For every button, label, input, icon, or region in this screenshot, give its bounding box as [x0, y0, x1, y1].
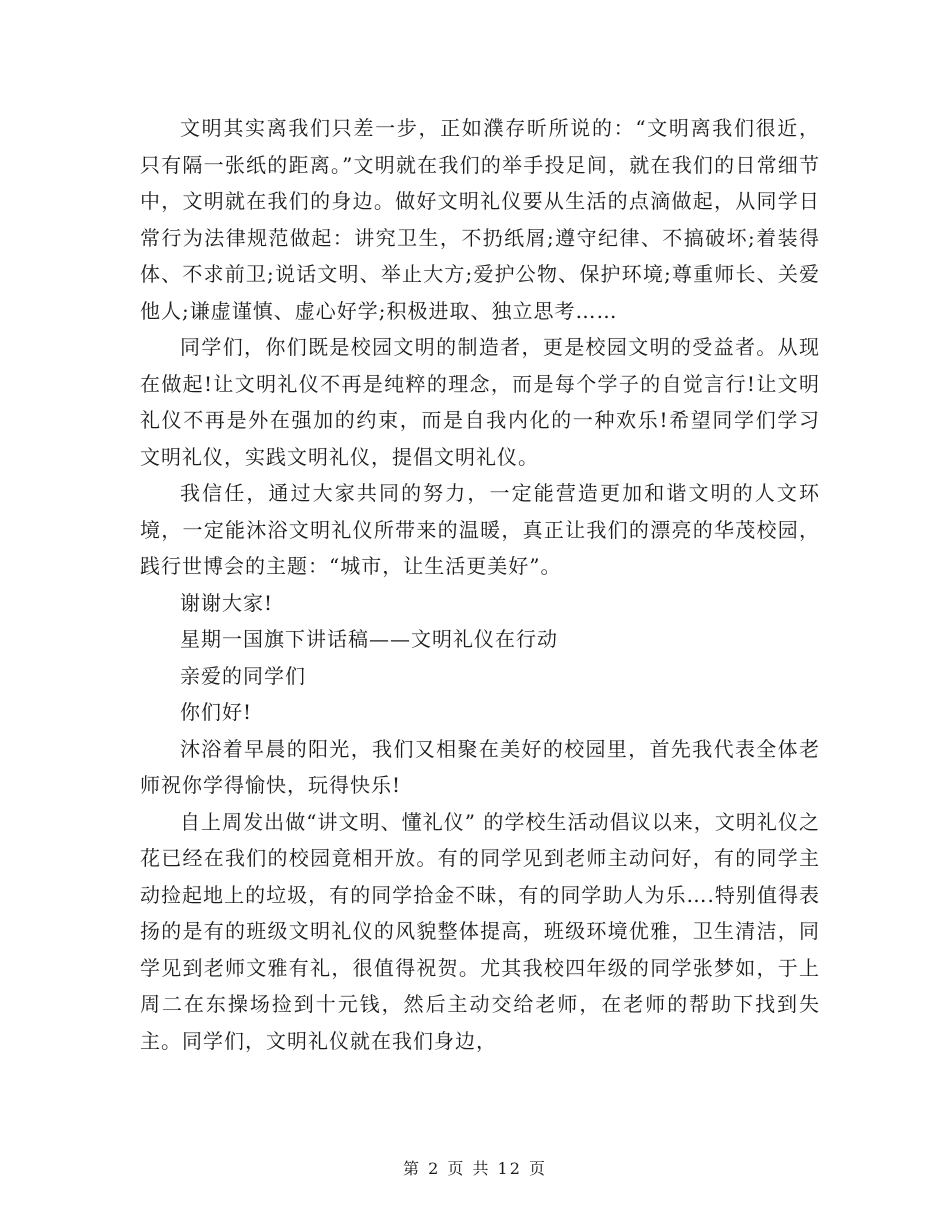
paragraph: 文明其实离我们只差一步，正如濮存昕所说的：“文明离我们很近，只有隔一张纸的距离。”文明就在我们的举手投足间，就在我们的日常细节中，文明就在我们的身边。做好文明礼仪要从生活的点滴做起，从同学日常行为法律规范做起：讲究卫生，不扔纸屑;遵守纪律、不搞破坏;着装得体、不求前卫;说话文明、举止大方;爱护公物、保护环境;尊重师长、关爱他人;谦虚谨慎、虚心好学;积极进取、独立思考…… [140, 116, 820, 323]
salutation: 亲爱的同学们 [180, 663, 306, 688]
paragraph: 我信任，通过大家共同的努力，一定能营造更加和谐文明的人文环境，一定能沐浴文明礼仪所带来的温暖，真正让我们的漂亮的华茂校园，践行世博会的主题：“城市，让生活更美好”。 [140, 481, 820, 578]
paragraph: 沐浴着早晨的阳光，我们又相聚在美好的校园里，首先我代表全体老师祝你学得愉快，玩得快乐! [140, 736, 820, 797]
closing-line: 谢谢大家! [180, 590, 274, 615]
speech-title: 星期一国旗下讲话稿——文明礼仪在行动 [180, 627, 558, 651]
paragraph: 同学们，你们既是校园文明的制造者，更是校园文明的受益者。从现在做起!让文明礼仪不再是纯粹的理念，而是每个学子的自觉言行!让文明礼仪不再是外在强加的约束，而是自我内化的一种欢乐!希望同学们学习文明礼仪，实践文明礼仪，提倡文明礼仪。 [140, 335, 820, 469]
greeting: 你们好! [180, 700, 253, 724]
page-number-footer: 第 2 页 共 12 页 [403, 1159, 547, 1178]
document-body [140, 110, 820, 1059]
paragraph: 自上周发出做“讲文明、懂礼仪” 的学校生活动倡议以来，文明礼仪之花已经在我们的校园竟相开放。有的同学见到老师主动问好，有的同学主动捡起地上的垃圾，有的同学拾金不昧，有的同学助人为乐….特别值得表扬的是有的班级文明礼仪的风貌整体提高，班级环境优雅，卫生清洁，同学见到老师文雅有礼，很值得祝贺。尤其我校四年级的同学张梦如，于上周二在东操场捡到十元钱，然后主动交给老师，在老师的帮助下找到失主。同学们，文明礼仪就在我们身边， [140, 809, 820, 1053]
